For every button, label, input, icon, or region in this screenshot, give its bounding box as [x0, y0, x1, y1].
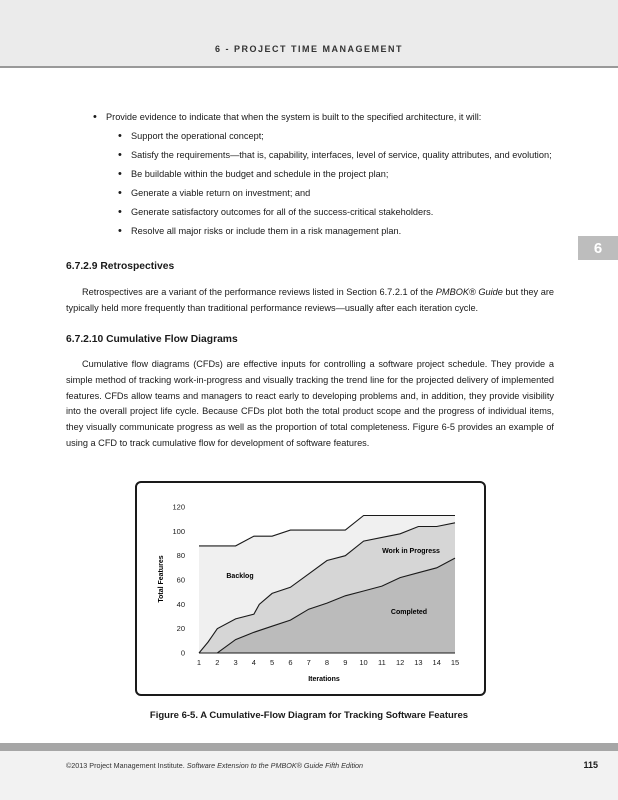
- subbullet-item: • Be buildable within the budget and schedule in the project plan;: [118, 168, 563, 180]
- y-tick-label: 100: [172, 526, 185, 536]
- x-tick-label: 11: [377, 658, 386, 667]
- backlog-label: Backlog: [226, 573, 254, 580]
- x-tick-label: 14: [432, 658, 441, 667]
- x-tick-label: 15: [450, 658, 460, 667]
- y-tick-label: 40: [176, 599, 185, 609]
- copyright-text: ©2013 Project Management Institute.: [66, 761, 187, 770]
- y-tick-label: 120: [172, 502, 185, 512]
- x-tick-label: 4: [251, 658, 256, 667]
- x-tick-label: 13: [414, 658, 423, 667]
- figure-caption: Figure 6-5. A Cumulative-Flow Diagram for Tracking Software Features: [149, 710, 469, 721]
- y-axis-label: Total Features: [158, 555, 165, 603]
- x-axis-label: Iterations: [308, 676, 340, 683]
- retrospectives-text-b: but they are typically held more frequently than traditional performance reviews—usually after each iteration cycle.: [66, 287, 554, 313]
- subbullet-item: • Generate a viable return on investment; and: [118, 187, 563, 199]
- completed-label: Completed: [390, 609, 428, 616]
- retrospectives-text-a: Retrospectives are a variant of the performance reviews listed in Section 6.7.2.1 of the: [82, 287, 436, 297]
- x-tick-label: 1: [196, 658, 202, 667]
- x-tick-label: 12: [395, 658, 405, 667]
- cfd-paragraph: Cumulative flow diagrams (CFDs) are effective inputs for controlling a software project schedule. They provide a simple method of tracking work-in-progress and visually tracking the trend line for the projected delivery of implemented features. CFDs allow teams and managers to react early to developing problems and, in addition, they provide visibility into the overall project life cycle. Because CFDs plot both the total product scope and the progress of individual items, they visually communicate progress as well as the proportion of total completeness. Figure 6-5 provides an example of using a CFD to track cumulative flow for development of software features.: [66, 359, 554, 448]
- y-tick-label: 20: [176, 624, 185, 634]
- footer-copyright: [66, 761, 363, 770]
- x-tick-label: 10: [359, 658, 368, 667]
- y-tick-label: 60: [176, 575, 185, 585]
- x-tick-label: 2: [215, 658, 220, 667]
- chapter-side-tab: 6: [578, 236, 618, 260]
- subbullet-item: • Support the operational concept;: [118, 130, 563, 142]
- x-tick-label: 7: [306, 658, 311, 667]
- y-tick-label: 0: [180, 648, 185, 658]
- y-tick-label: 80: [176, 551, 185, 561]
- cfd-heading: 6.7.2.10 Cumulative Flow Diagrams: [66, 334, 238, 345]
- x-tick-label: 9: [343, 658, 348, 667]
- footer-background: [0, 751, 618, 800]
- publication-title: Software Extension to the PMBOK® Guide Fifth Edition: [186, 761, 364, 770]
- subbullet-item: • Satisfy the requirements—that is, capability, interfaces, level of service, quality attributes, and evolution;: [118, 149, 563, 161]
- x-tick-label: 8: [324, 658, 330, 667]
- subbullet-item: • Resolve all major risks or include them in a risk management plan.: [118, 225, 563, 237]
- running-header-title: 6 - PROJECT TIME MANAGEMENT: [214, 44, 403, 54]
- retrospectives-heading: 6.7.2.9 Retrospectives: [66, 261, 175, 272]
- pmbok-guide-ref: PMBOK® Guide: [435, 287, 503, 297]
- x-tick-label: 3: [233, 658, 238, 667]
- page-number: 115: [583, 760, 598, 770]
- subbullet-item: • Generate satisfactory outcomes for all of the success-critical stakeholders.: [118, 206, 563, 218]
- footer-bar: [0, 743, 618, 751]
- x-tick-label: 5: [270, 658, 275, 667]
- bullet-intro: • Provide evidence to indicate that when the system is built to the specified architecture, it will:: [93, 111, 563, 123]
- wip-label: Work in Progress: [382, 548, 440, 555]
- x-tick-label: 6: [288, 658, 293, 667]
